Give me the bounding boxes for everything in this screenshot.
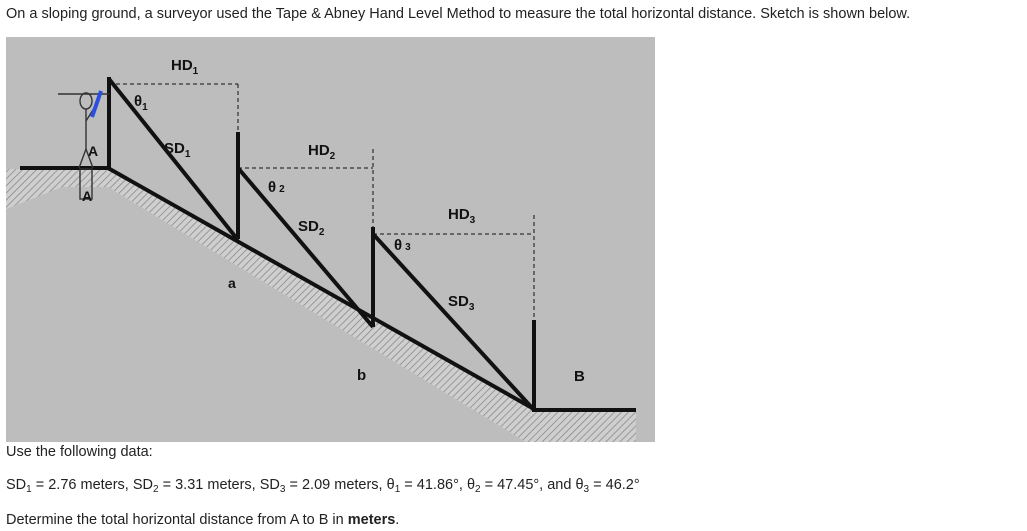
point-a-lower: A [82,188,93,204]
theta1-label: $\theta_1$ [134,93,148,113]
theta3-label: θ 3 [394,237,411,254]
hd2-label: $HD_2$ [308,142,336,162]
label-b: b [357,367,367,384]
surveying-sketch [6,37,655,442]
sd1-label: $SD_1$ [164,140,191,160]
label-a: a [228,275,236,291]
problem-intro: On a sloping ground, a surveyor used the Tape & Abney Hand Level Method to measure the total horizontal distance. Sketch is shown below. [6,6,911,22]
point-b-label: B [574,368,585,385]
use-data-text: Use the following data: [6,444,153,460]
point-a-upper: A [88,143,99,159]
task-text: Determine the total horizontal distance from A to B in meters. [6,512,400,528]
theta2-label: θ 2 [268,179,285,196]
sd3-label: $SD_3$ [448,293,475,313]
sd2-label: $SD_2$ [298,218,325,238]
given-data: $SD_1 = 2.76$ meters, $SD_2 = 3.31$ meters, $SD_3 = 2.09$ meters, $\theta_1 = 41.86^\circ$, $\theta_2 = 47.45^\circ$, and $\theta_3 = 46.2^\circ$ [6,477,640,495]
hd3-label: $HD_3$ [448,206,476,226]
hd1-label: $HD_1$ [171,57,199,77]
sketch-background [6,37,655,442]
